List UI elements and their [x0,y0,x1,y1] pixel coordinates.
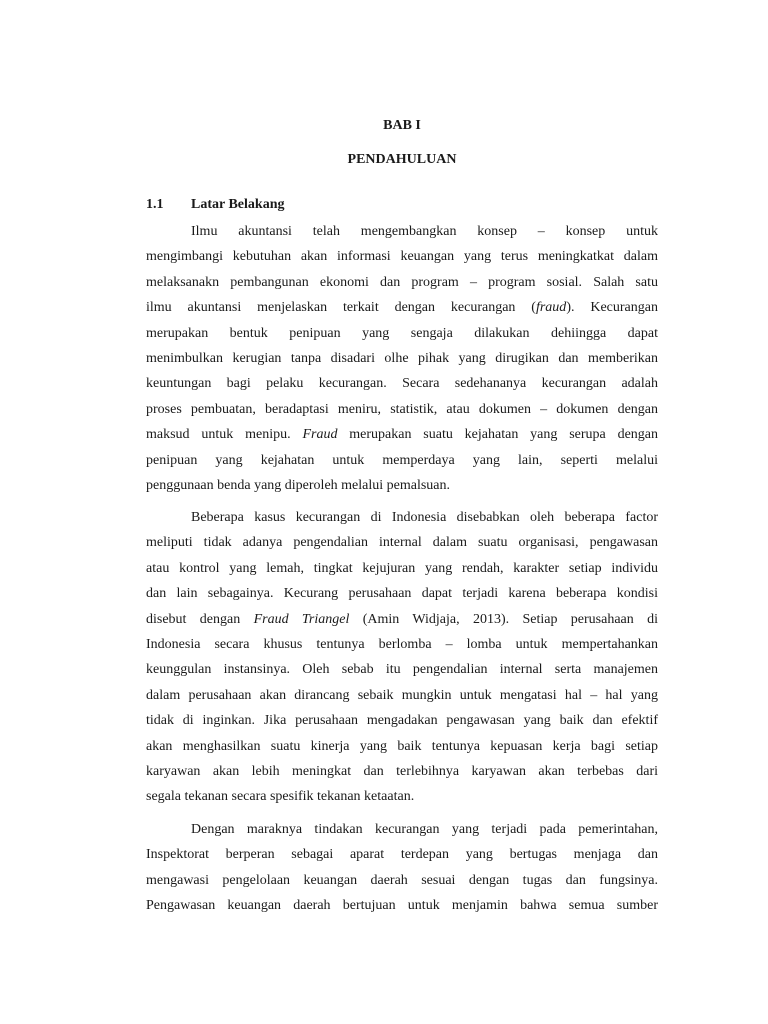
section-heading [146,195,284,215]
paragraph-line: mengimbangi kebutuhan akan informasi keuangan yang terus meningkatkat dalam [146,249,658,265]
italic-term: Fraud [302,427,338,443]
paragraph-line: Inspektorat berperan sebagai aparat terdepan yang bertugas menjaga dan [146,847,658,863]
paragraph-line: mengawasi pengelolaan keuangan daerah sesuai dengan tugas dan fungsinya. [146,872,658,888]
paragraph-line: tidak di inginkan. Jika perusahaan mengadakan pengawasan yang baik dan efektif [146,713,658,729]
paragraph-line: melaksanakn pembangunan ekonomi dan program – program sosial. Salah satu [146,274,658,290]
paragraph-3 [146,820,658,922]
paragraph-line: proses pembuatan, beradaptasi meniru, statistik, atau dokumen – dokumen dengan [146,401,658,417]
paragraph-2 [146,508,658,813]
paragraph-line: keuntungan bagi pelaku kecurangan. Secara sedehananya kecurangan adalah [146,376,658,392]
paragraph-line: merupakan bentuk penipuan yang sengaja dilakukan dehiingga dapat [146,325,658,341]
paragraph-line: atau kontrol yang lemah, tingkat kejujuran yang rendah, karakter setiap individu [146,560,658,576]
italic-term: Fraud Triangel [253,611,350,627]
paragraph-line [146,298,658,323]
paragraph-line: dalam perusahaan akan dirancang sebaik mungkin untuk mengatasi hal – hal yang [146,687,658,703]
paragraph-line: penggunaan benda yang diperoleh melalui pemalsuan. [146,477,451,493]
paragraph-1 [146,222,658,501]
paragraph-line: menimbulkan kerugian tanpa disadari olhe pihak yang dirugikan dan memberikan [146,350,658,366]
text-span: ilmu akuntansi menjelaskan terkait dengan kecurangan ( [146,300,536,316]
text-span: merupakan suatu kejahatan yang serupa dengan [337,427,658,443]
paragraph-line: akan menghasilkan suatu kinerja yang baik tentunya kepuasan kerja bagi setiap [146,738,658,754]
paragraph-line: Ilmu akuntansi telah mengembangkan konsep – konsep untuk [191,224,658,239]
chapter-number: BAB I [383,118,421,133]
paragraph-line: penipuan yang kejahatan untuk memperdaya yang lain, seperti melalui [146,452,658,468]
paragraph-line: keunggulan instansinya. Oleh sebab itu pengendalian internal serta manajemen [146,662,658,678]
paragraph-line [146,610,658,635]
paragraph-line: meliputi tidak adanya pengendalian internal dalam suatu organisasi, pengawasan [146,535,658,551]
paragraph-line: segala tekanan secara spesifik tekanan ketaatan. [146,789,415,805]
paragraph-line: Pengawasan keuangan daerah bertujuan untuk menjamin bahwa semua sumber [146,898,658,914]
chapter-title: PENDAHULUAN [347,152,457,167]
paragraph-line: karyawan akan lebih meningkat dan terlebihnya karyawan akan terbebas dari [146,763,658,779]
text-span: maksud untuk menipu. [146,427,303,443]
paragraph-line [146,425,658,450]
text-span: ). Kecurangan [566,300,658,316]
paragraph-line: Dengan maraknya tindakan kecurangan yang terjadi pada pemerintahan, [191,822,658,837]
section-title: Latar Belakang [191,197,285,212]
paragraph-line: dan lain sebagainya. Kecurang perusahaan dapat terjadi karena beberapa kondisi [146,586,658,602]
italic-term: fraud [535,300,567,316]
text-span: (Amin Widjaja, 2013). Setiap perusahaan di [349,611,658,627]
text-span: disebut dengan [146,611,254,627]
section-number: 1.1 [146,197,164,212]
paragraph-line: Indonesia secara khusus tentunya berlomba – lomba untuk mempertahankan [146,636,658,652]
paragraph-line: Beberapa kasus kecurangan di Indonesia disebabkan oleh beberapa factor [191,510,658,525]
